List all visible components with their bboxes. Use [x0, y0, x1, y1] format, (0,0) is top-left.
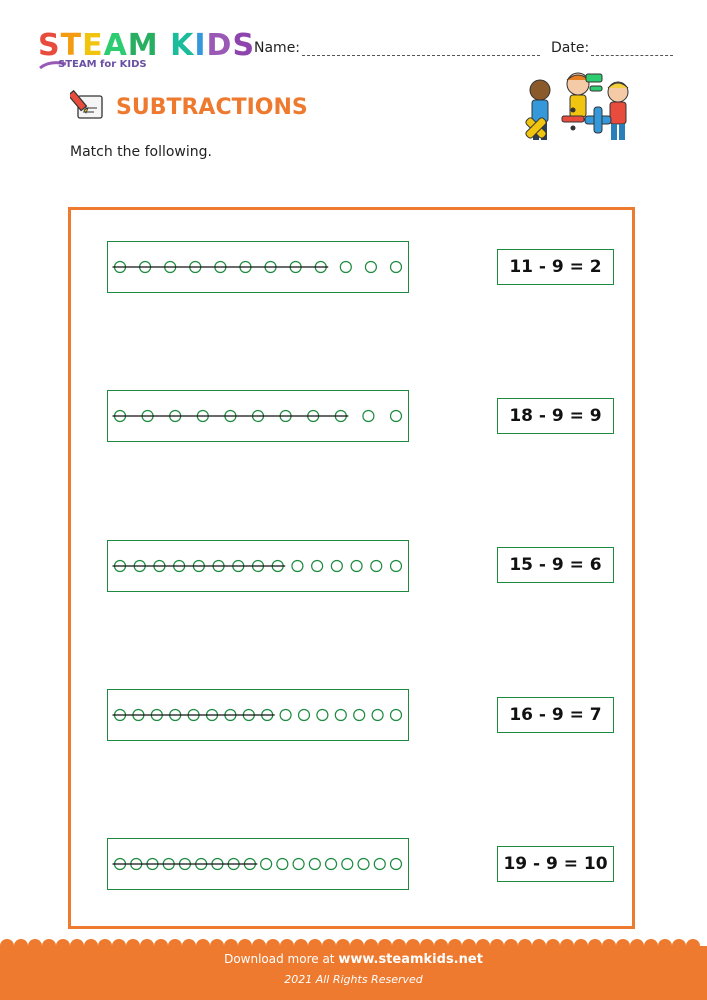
- logo-tagline: STEAM for KIDS: [58, 59, 147, 70]
- circles-box-1[interactable]: [107, 241, 409, 293]
- circle: [365, 262, 376, 273]
- circle: [299, 710, 310, 721]
- date-field[interactable]: [591, 55, 673, 56]
- circles-box-4[interactable]: [107, 689, 409, 741]
- equation-box-4[interactable]: 16 - 9 = 7: [497, 697, 614, 733]
- circle: [331, 561, 342, 572]
- logo-wordmark: [38, 30, 255, 62]
- circle: [391, 859, 402, 870]
- circle: [261, 859, 272, 870]
- kids-math-illustration: [518, 70, 640, 156]
- equation-box-2[interactable]: 18 - 9 = 9: [497, 398, 614, 434]
- steam-kids-logo: [38, 28, 256, 74]
- circle: [372, 710, 383, 721]
- circles-group-4: [108, 690, 410, 742]
- circles-group-1: [108, 242, 410, 294]
- footer-download: [0, 952, 707, 967]
- circle: [312, 561, 323, 572]
- logo-letter: D: [206, 28, 233, 63]
- circle: [335, 710, 346, 721]
- footer-rights: 2021 All Rights Reserved: [284, 973, 423, 986]
- date-label: Date:: [551, 40, 590, 56]
- footer-download-text: Download more at: [224, 952, 339, 966]
- logo-letter: M: [127, 28, 159, 63]
- circles-group-2: [108, 391, 410, 443]
- circle: [342, 859, 353, 870]
- footer-site-link[interactable]: www.steamkids.net: [338, 952, 483, 967]
- circle: [391, 710, 402, 721]
- logo-letter: S: [232, 28, 256, 63]
- name-label: Name:: [254, 40, 301, 56]
- circle: [363, 411, 374, 422]
- circle: [309, 859, 320, 870]
- logo-letter: I: [194, 28, 207, 63]
- circles-box-5[interactable]: [107, 838, 409, 890]
- circle: [326, 859, 337, 870]
- circle: [280, 710, 291, 721]
- logo-letter: [159, 30, 170, 62]
- circles-box-3[interactable]: [107, 540, 409, 592]
- logo-letter: E: [82, 28, 104, 63]
- equation-box-1[interactable]: 11 - 9 = 2: [497, 249, 614, 285]
- circle: [277, 859, 288, 870]
- equation-box-5[interactable]: 19 - 9 = 10: [497, 846, 614, 882]
- instruction-text: Match the following.: [70, 144, 212, 160]
- circle: [391, 561, 402, 572]
- circle: [340, 262, 351, 273]
- circle: [391, 411, 402, 422]
- logo-letter: S: [38, 28, 61, 63]
- pencil-paper-icon: [70, 88, 106, 124]
- circle: [358, 859, 369, 870]
- circles-group-3: [108, 541, 410, 593]
- circle: [354, 710, 365, 721]
- equation-box-3[interactable]: 15 - 9 = 6: [497, 547, 614, 583]
- circle: [293, 859, 304, 870]
- circle: [391, 262, 402, 273]
- circles-group-5: [108, 839, 410, 891]
- circle: [317, 710, 328, 721]
- logo-letter: A: [103, 28, 128, 63]
- logo-letter: T: [60, 28, 83, 63]
- circle: [371, 561, 382, 572]
- logo-letter: K: [170, 28, 195, 63]
- circle: [374, 859, 385, 870]
- name-field[interactable]: [302, 55, 540, 56]
- page-title: SUBTRACTIONS: [116, 95, 308, 120]
- circle: [292, 561, 303, 572]
- circle: [351, 561, 362, 572]
- circles-box-2[interactable]: [107, 390, 409, 442]
